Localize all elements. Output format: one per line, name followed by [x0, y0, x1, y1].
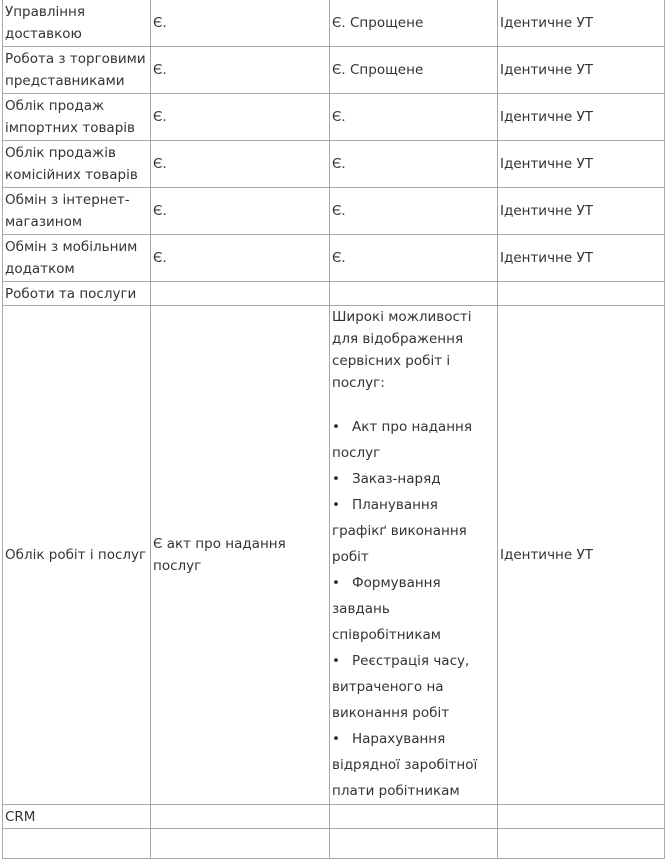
table-row: [3, 235, 665, 282]
table-row: [3, 188, 665, 235]
value-cell: Є акт про надання послуг: [151, 306, 330, 805]
list-item: • Планування графікґ виконання робіт: [332, 492, 495, 570]
value-cell: Ідентичне УТ: [498, 94, 665, 141]
value-cell: Є. Спрощене: [330, 47, 498, 94]
value-cell: Є.: [330, 235, 498, 282]
table-row: [3, 94, 665, 141]
bullet-icon: •: [332, 731, 340, 747]
value-cell: Є. Спрощене: [330, 0, 498, 47]
works-list: [332, 414, 495, 804]
feature-cell: Облік робіт і послуг: [3, 306, 151, 805]
value-cell: Є.: [151, 141, 330, 188]
bullet-icon: •: [332, 653, 340, 669]
value-cell: Є.: [330, 141, 498, 188]
value-cell: Є.: [151, 235, 330, 282]
bullet-icon: •: [332, 497, 340, 513]
section-header-works: Роботи та послуги: [3, 282, 151, 306]
value-cell: Ідентичне УТ: [498, 47, 665, 94]
value-cell: Є.: [330, 188, 498, 235]
value-cell: Ідентичне УТ: [498, 141, 665, 188]
feature-cell: Облік продажів комісійних товарів: [3, 141, 151, 188]
table-row: [3, 141, 665, 188]
list-item: • Реєстрація часу, витраченого на виконання робіт: [332, 648, 495, 726]
table-row: [3, 306, 665, 805]
section-row: [3, 282, 665, 306]
list-item: • Формування завдань співробітникам: [332, 570, 495, 648]
feature-cell: Облік продаж імпортних товарів: [3, 94, 151, 141]
works-intro: Широкі можливості для відображення сервісних робіт і послуг:: [332, 309, 472, 391]
feature-cell: Обмін з інтернет-магазином: [3, 188, 151, 235]
list-item: • Заказ-наряд: [332, 466, 495, 492]
value-cell: Є.: [151, 94, 330, 141]
value-cell: Ідентичне УТ: [498, 306, 665, 805]
bullet-icon: •: [332, 575, 340, 591]
feature-cell: Управління доставкою: [3, 0, 151, 47]
comparison-table: [2, 0, 665, 859]
table-row: [3, 47, 665, 94]
feature-cell: Обмін з мобільним додатком: [3, 235, 151, 282]
list-item: • Нарахування відрядної заробітної плати робітникам: [332, 726, 495, 804]
section-row: [3, 805, 665, 829]
section-header-crm: CRM: [3, 805, 151, 829]
feature-cell: Робота з торговими представниками: [3, 47, 151, 94]
value-cell: Ідентичне УТ: [498, 235, 665, 282]
value-cell: Є.: [151, 47, 330, 94]
value-cell: Є.: [330, 94, 498, 141]
bullet-icon: •: [332, 471, 340, 487]
table-row: [3, 829, 665, 859]
bullet-icon: •: [332, 419, 340, 435]
table-row: [3, 0, 665, 47]
value-cell: Є.: [151, 0, 330, 47]
value-cell: Ідентичне УТ: [498, 0, 665, 47]
list-item: • Акт про надання послуг: [332, 414, 495, 466]
value-cell-rich: [330, 306, 498, 805]
value-cell: Є.: [151, 188, 330, 235]
value-cell: Ідентичне УТ: [498, 188, 665, 235]
